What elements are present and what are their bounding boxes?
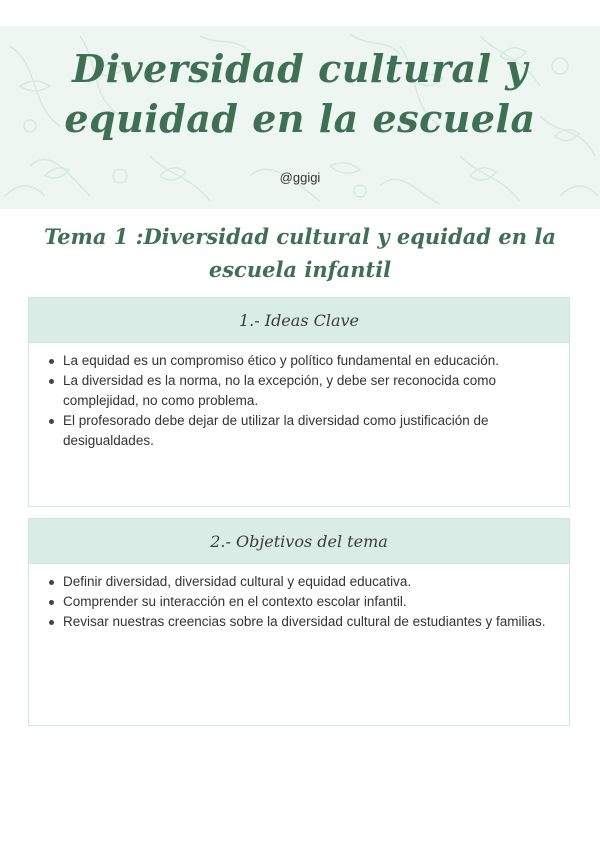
section-heading: 2.- Objetivos del tema — [29, 519, 569, 564]
bullet-list — [29, 564, 569, 632]
list-item: El profesorado debe dejar de utilizar la diversidad como justificación de desigualdades. — [47, 411, 555, 451]
list-item: Comprender su interacción en el contexto escolar infantil. — [47, 592, 555, 612]
list-item: Revisar nuestras creencias sobre la diversidad cultural de estudiantes y familias. — [47, 612, 555, 632]
section-card-objectives — [28, 518, 570, 726]
section-heading: 1.- Ideas Clave — [29, 298, 569, 343]
list-item: Definir diversidad, diversidad cultural y equidad educativa. — [47, 572, 555, 592]
bullet-list — [29, 343, 569, 451]
title-line-2: equidad en la escuela — [64, 96, 536, 141]
page-title — [0, 44, 600, 144]
list-item: La equidad es un compromiso ético y político fundamental en educación. — [47, 351, 555, 371]
topic-heading: Tema 1 :Diversidad cultural y equidad en la escuela infantil — [44, 224, 556, 282]
title-line-1: Diversidad cultural y — [72, 46, 528, 91]
section-card-ideas — [28, 297, 570, 507]
author-handle: @ggigi — [279, 170, 321, 185]
list-item: La diversidad es la norma, no la excepción, y debe ser reconocida como complejidad, no como problema. — [47, 371, 555, 411]
